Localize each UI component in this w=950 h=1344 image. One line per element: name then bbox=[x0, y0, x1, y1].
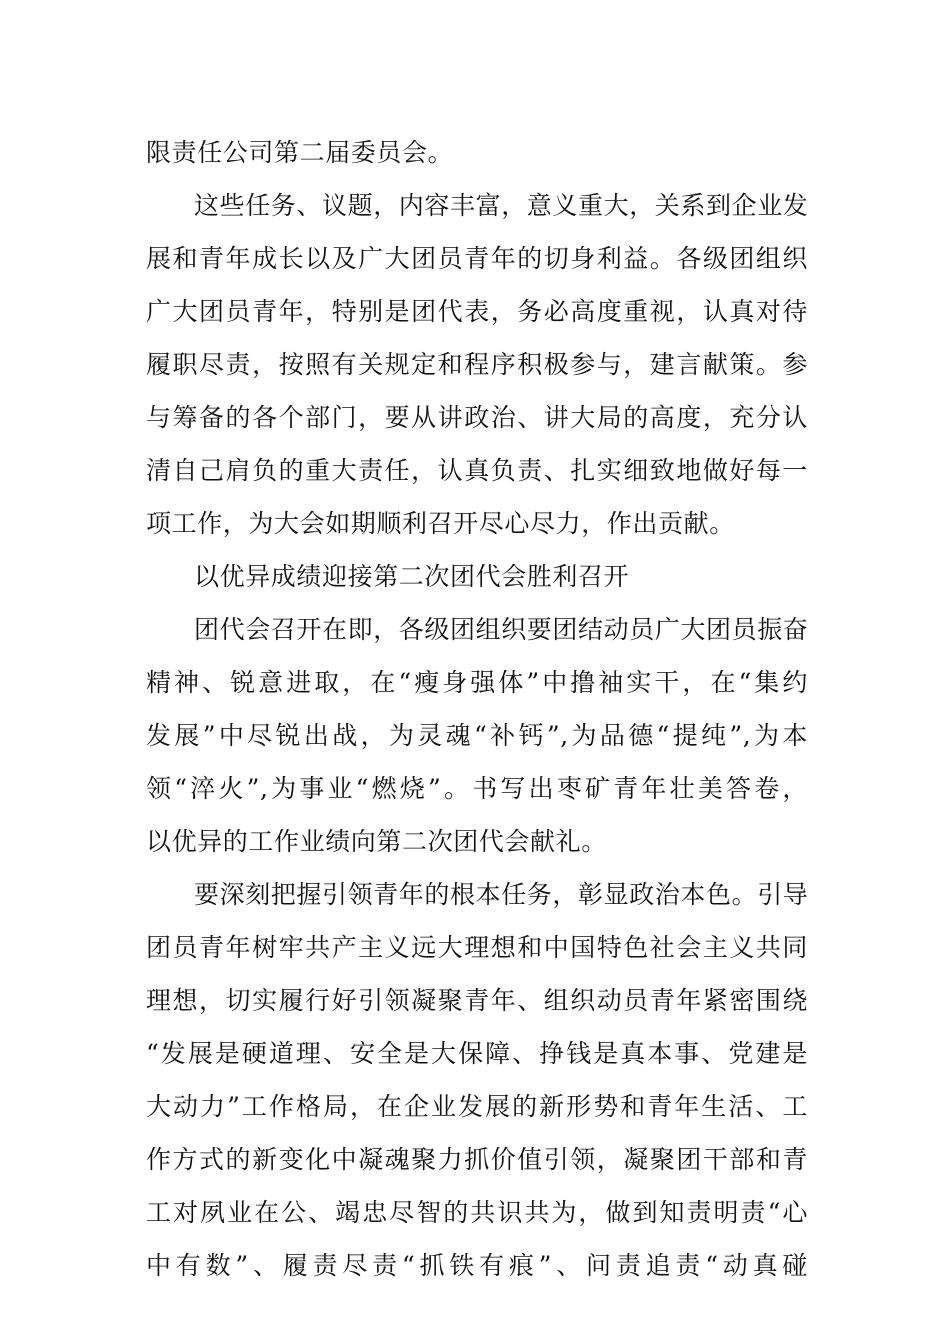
text-line: 广大团员青年，特别是团代表，务必高度重视，认真对待 bbox=[146, 297, 808, 326]
section-heading: 以优异成绩迎接第二次团代会胜利召开 bbox=[194, 562, 630, 591]
text-line: 限责任公司第二届委员会。 bbox=[146, 138, 454, 167]
text-line: “发展是硬道理、安全是大保障、挣钱是真本事、党建是 bbox=[146, 1039, 808, 1068]
text-line: 工对夙业在公、竭忠尽智的共识共为，做到知责明责“心 bbox=[146, 1198, 808, 1227]
text-line: 这些任务、议题，内容丰富，意义重大，关系到企业发 bbox=[194, 191, 809, 220]
text-line: 团员青年树牢共产主义远大理想和中国特色社会主义共同 bbox=[146, 933, 808, 962]
text-line: 发展”中尽锐出战，为灵魂“补钙”,为品德“提纯”,为本 bbox=[146, 721, 808, 750]
text-line: 展和青年成长以及广大团员青年的切身利益。各级团组织 bbox=[146, 244, 808, 273]
text-line: 清自己肩负的重大责任，认真负责、扎实细致地做好每一 bbox=[146, 456, 808, 485]
text-line: 履职尽责，按照有关规定和程序积极参与，建言献策。参 bbox=[146, 350, 808, 379]
text-line: 项工作，为大会如期顺利召开尽心尽力，作出贡献。 bbox=[146, 509, 735, 538]
text-line: 精神、锐意进取，在“瘦身强体”中撸袖实干，在“集约 bbox=[146, 668, 808, 697]
text-line: 理想，切实履行好引领凝聚青年、组织动员青年紧密围绕 bbox=[146, 986, 808, 1015]
text-line: 以优异的工作业绩向第二次团代会献礼。 bbox=[146, 827, 607, 856]
text-line: 要深刻把握引领青年的根本任务，彰显政治本色。引导 bbox=[194, 880, 809, 909]
text-line: 领“淬火”,为事业“燃烧”。书写出枣矿青年壮美答卷， bbox=[146, 774, 808, 803]
text-line: 与筹备的各个部门，要从讲政治、讲大局的高度，充分认 bbox=[146, 403, 808, 432]
text-line: 作方式的新变化中凝魂聚力抓价值引领，凝聚团干部和青 bbox=[146, 1145, 808, 1174]
text-line: 大动力”工作格局，在企业发展的新形势和青年生活、工 bbox=[146, 1092, 808, 1121]
text-line: 中有数”、履责尽责“抓铁有痕”、问责追责“动真碰 bbox=[146, 1251, 808, 1280]
text-line: 团代会召开在即，各级团组织要团结动员广大团员振奋 bbox=[194, 615, 809, 644]
document-body bbox=[146, 130, 808, 1296]
